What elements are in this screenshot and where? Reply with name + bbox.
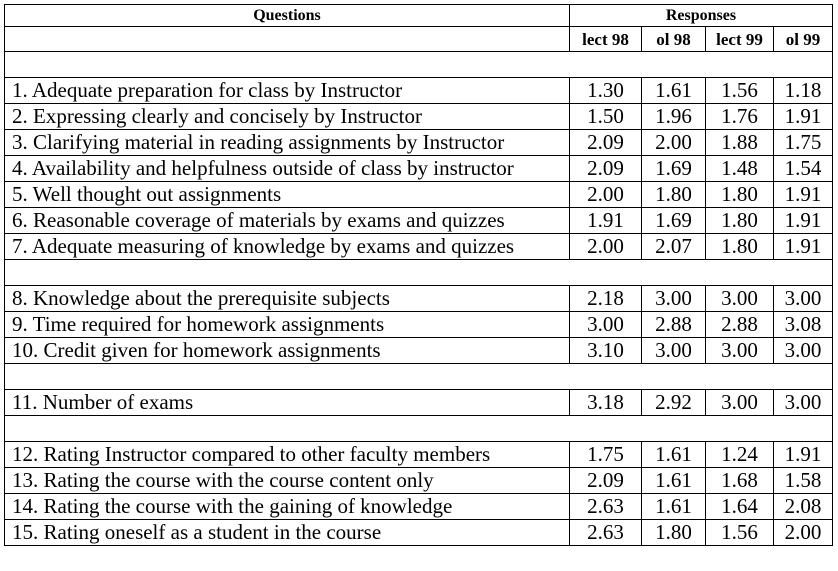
response-value: 3.10 [570, 338, 642, 364]
table-row [5, 234, 833, 260]
response-value: 1.48 [706, 156, 774, 182]
response-value: 1.50 [570, 104, 642, 130]
question-text: 13. Rating the course with the course content only [5, 468, 570, 494]
response-value: 2.88 [642, 312, 706, 338]
question-text: 3. Clarifying material in reading assignments by Instructor [5, 130, 570, 156]
response-value: 1.18 [774, 78, 833, 104]
response-value: 3.00 [706, 390, 774, 416]
response-value: 1.91 [774, 104, 833, 130]
table-row [5, 104, 833, 130]
table-row [5, 156, 833, 182]
section-spacer-row [5, 416, 833, 442]
response-value: 1.69 [642, 156, 706, 182]
response-value: 1.75 [774, 130, 833, 156]
question-text: 10. Credit given for homework assignments [5, 338, 570, 364]
response-value: 2.63 [570, 494, 642, 520]
response-value: 1.91 [774, 442, 833, 468]
header-row-2 [5, 27, 833, 52]
column-header-ol98: ol 98 [642, 27, 706, 52]
column-header-lect98: lect 98 [570, 27, 642, 52]
response-value: 3.00 [774, 390, 833, 416]
response-value: 2.09 [570, 156, 642, 182]
response-value: 3.00 [706, 338, 774, 364]
table-row [5, 442, 833, 468]
response-value: 1.80 [706, 208, 774, 234]
response-value: 3.18 [570, 390, 642, 416]
question-text: 7. Adequate measuring of knowledge by exams and quizzes [5, 234, 570, 260]
column-header-ol99: ol 99 [774, 27, 833, 52]
response-value: 2.00 [642, 130, 706, 156]
response-value: 2.09 [570, 130, 642, 156]
response-value: 1.58 [774, 468, 833, 494]
response-value: 1.91 [570, 208, 642, 234]
response-value: 1.80 [706, 182, 774, 208]
response-value: 1.75 [570, 442, 642, 468]
table-row [5, 390, 833, 416]
table-row [5, 468, 833, 494]
response-value: 2.09 [570, 468, 642, 494]
response-value: 3.00 [570, 312, 642, 338]
survey-table [4, 4, 833, 546]
response-value: 1.91 [774, 182, 833, 208]
section-spacer [5, 416, 833, 442]
table-row [5, 520, 833, 546]
question-text: 15. Rating oneself as a student in the course [5, 520, 570, 546]
response-value: 3.08 [774, 312, 833, 338]
response-value: 1.30 [570, 78, 642, 104]
response-value: 2.92 [642, 390, 706, 416]
response-value: 1.91 [774, 208, 833, 234]
response-value: 1.96 [642, 104, 706, 130]
table-row [5, 312, 833, 338]
table-row [5, 78, 833, 104]
question-text: 6. Reasonable coverage of materials by exams and quizzes [5, 208, 570, 234]
response-value: 1.80 [642, 182, 706, 208]
table-row [5, 130, 833, 156]
response-value: 1.91 [774, 234, 833, 260]
question-text: 8. Knowledge about the prerequisite subjects [5, 286, 570, 312]
response-value: 1.64 [706, 494, 774, 520]
question-text: 5. Well thought out assignments [5, 182, 570, 208]
response-value: 1.24 [706, 442, 774, 468]
response-value: 1.61 [642, 468, 706, 494]
question-text: 14. Rating the course with the gaining of knowledge [5, 494, 570, 520]
response-value: 2.18 [570, 286, 642, 312]
response-value: 2.08 [774, 494, 833, 520]
response-value: 3.00 [774, 286, 833, 312]
question-text: 12. Rating Instructor compared to other faculty members [5, 442, 570, 468]
column-header-lect99: lect 99 [706, 27, 774, 52]
table-row [5, 338, 833, 364]
question-text: 9. Time required for homework assignments [5, 312, 570, 338]
response-value: 2.63 [570, 520, 642, 546]
response-value: 1.76 [706, 104, 774, 130]
section-spacer [5, 52, 833, 78]
response-value: 3.00 [642, 286, 706, 312]
table-row [5, 286, 833, 312]
section-spacer [5, 364, 833, 390]
section-spacer-row [5, 364, 833, 390]
questions-header: Questions [5, 5, 570, 27]
response-value: 3.00 [642, 338, 706, 364]
question-text: 1. Adequate preparation for class by Instructor [5, 78, 570, 104]
response-value: 2.00 [570, 234, 642, 260]
response-value: 2.88 [706, 312, 774, 338]
response-value: 1.80 [642, 520, 706, 546]
response-value: 1.80 [706, 234, 774, 260]
response-value: 2.00 [570, 182, 642, 208]
header-row-1 [5, 5, 833, 27]
question-text: 2. Expressing clearly and concisely by Instructor [5, 104, 570, 130]
response-value: 1.54 [774, 156, 833, 182]
responses-header: Responses [570, 5, 833, 27]
response-value: 1.61 [642, 494, 706, 520]
response-value: 1.88 [706, 130, 774, 156]
table-row [5, 494, 833, 520]
response-value: 3.00 [774, 338, 833, 364]
response-value: 3.00 [706, 286, 774, 312]
section-spacer-row [5, 52, 833, 78]
response-value: 2.00 [774, 520, 833, 546]
response-value: 1.69 [642, 208, 706, 234]
response-value: 1.68 [706, 468, 774, 494]
table-row [5, 182, 833, 208]
question-text: 11. Number of exams [5, 390, 570, 416]
questions-subheader-empty [5, 27, 570, 52]
section-spacer-row [5, 260, 833, 286]
response-value: 1.56 [706, 78, 774, 104]
table-row [5, 208, 833, 234]
response-value: 2.07 [642, 234, 706, 260]
response-value: 1.61 [642, 78, 706, 104]
section-spacer [5, 260, 833, 286]
question-text: 4. Availability and helpfulness outside of class by instructor [5, 156, 570, 182]
response-value: 1.61 [642, 442, 706, 468]
response-value: 1.56 [706, 520, 774, 546]
